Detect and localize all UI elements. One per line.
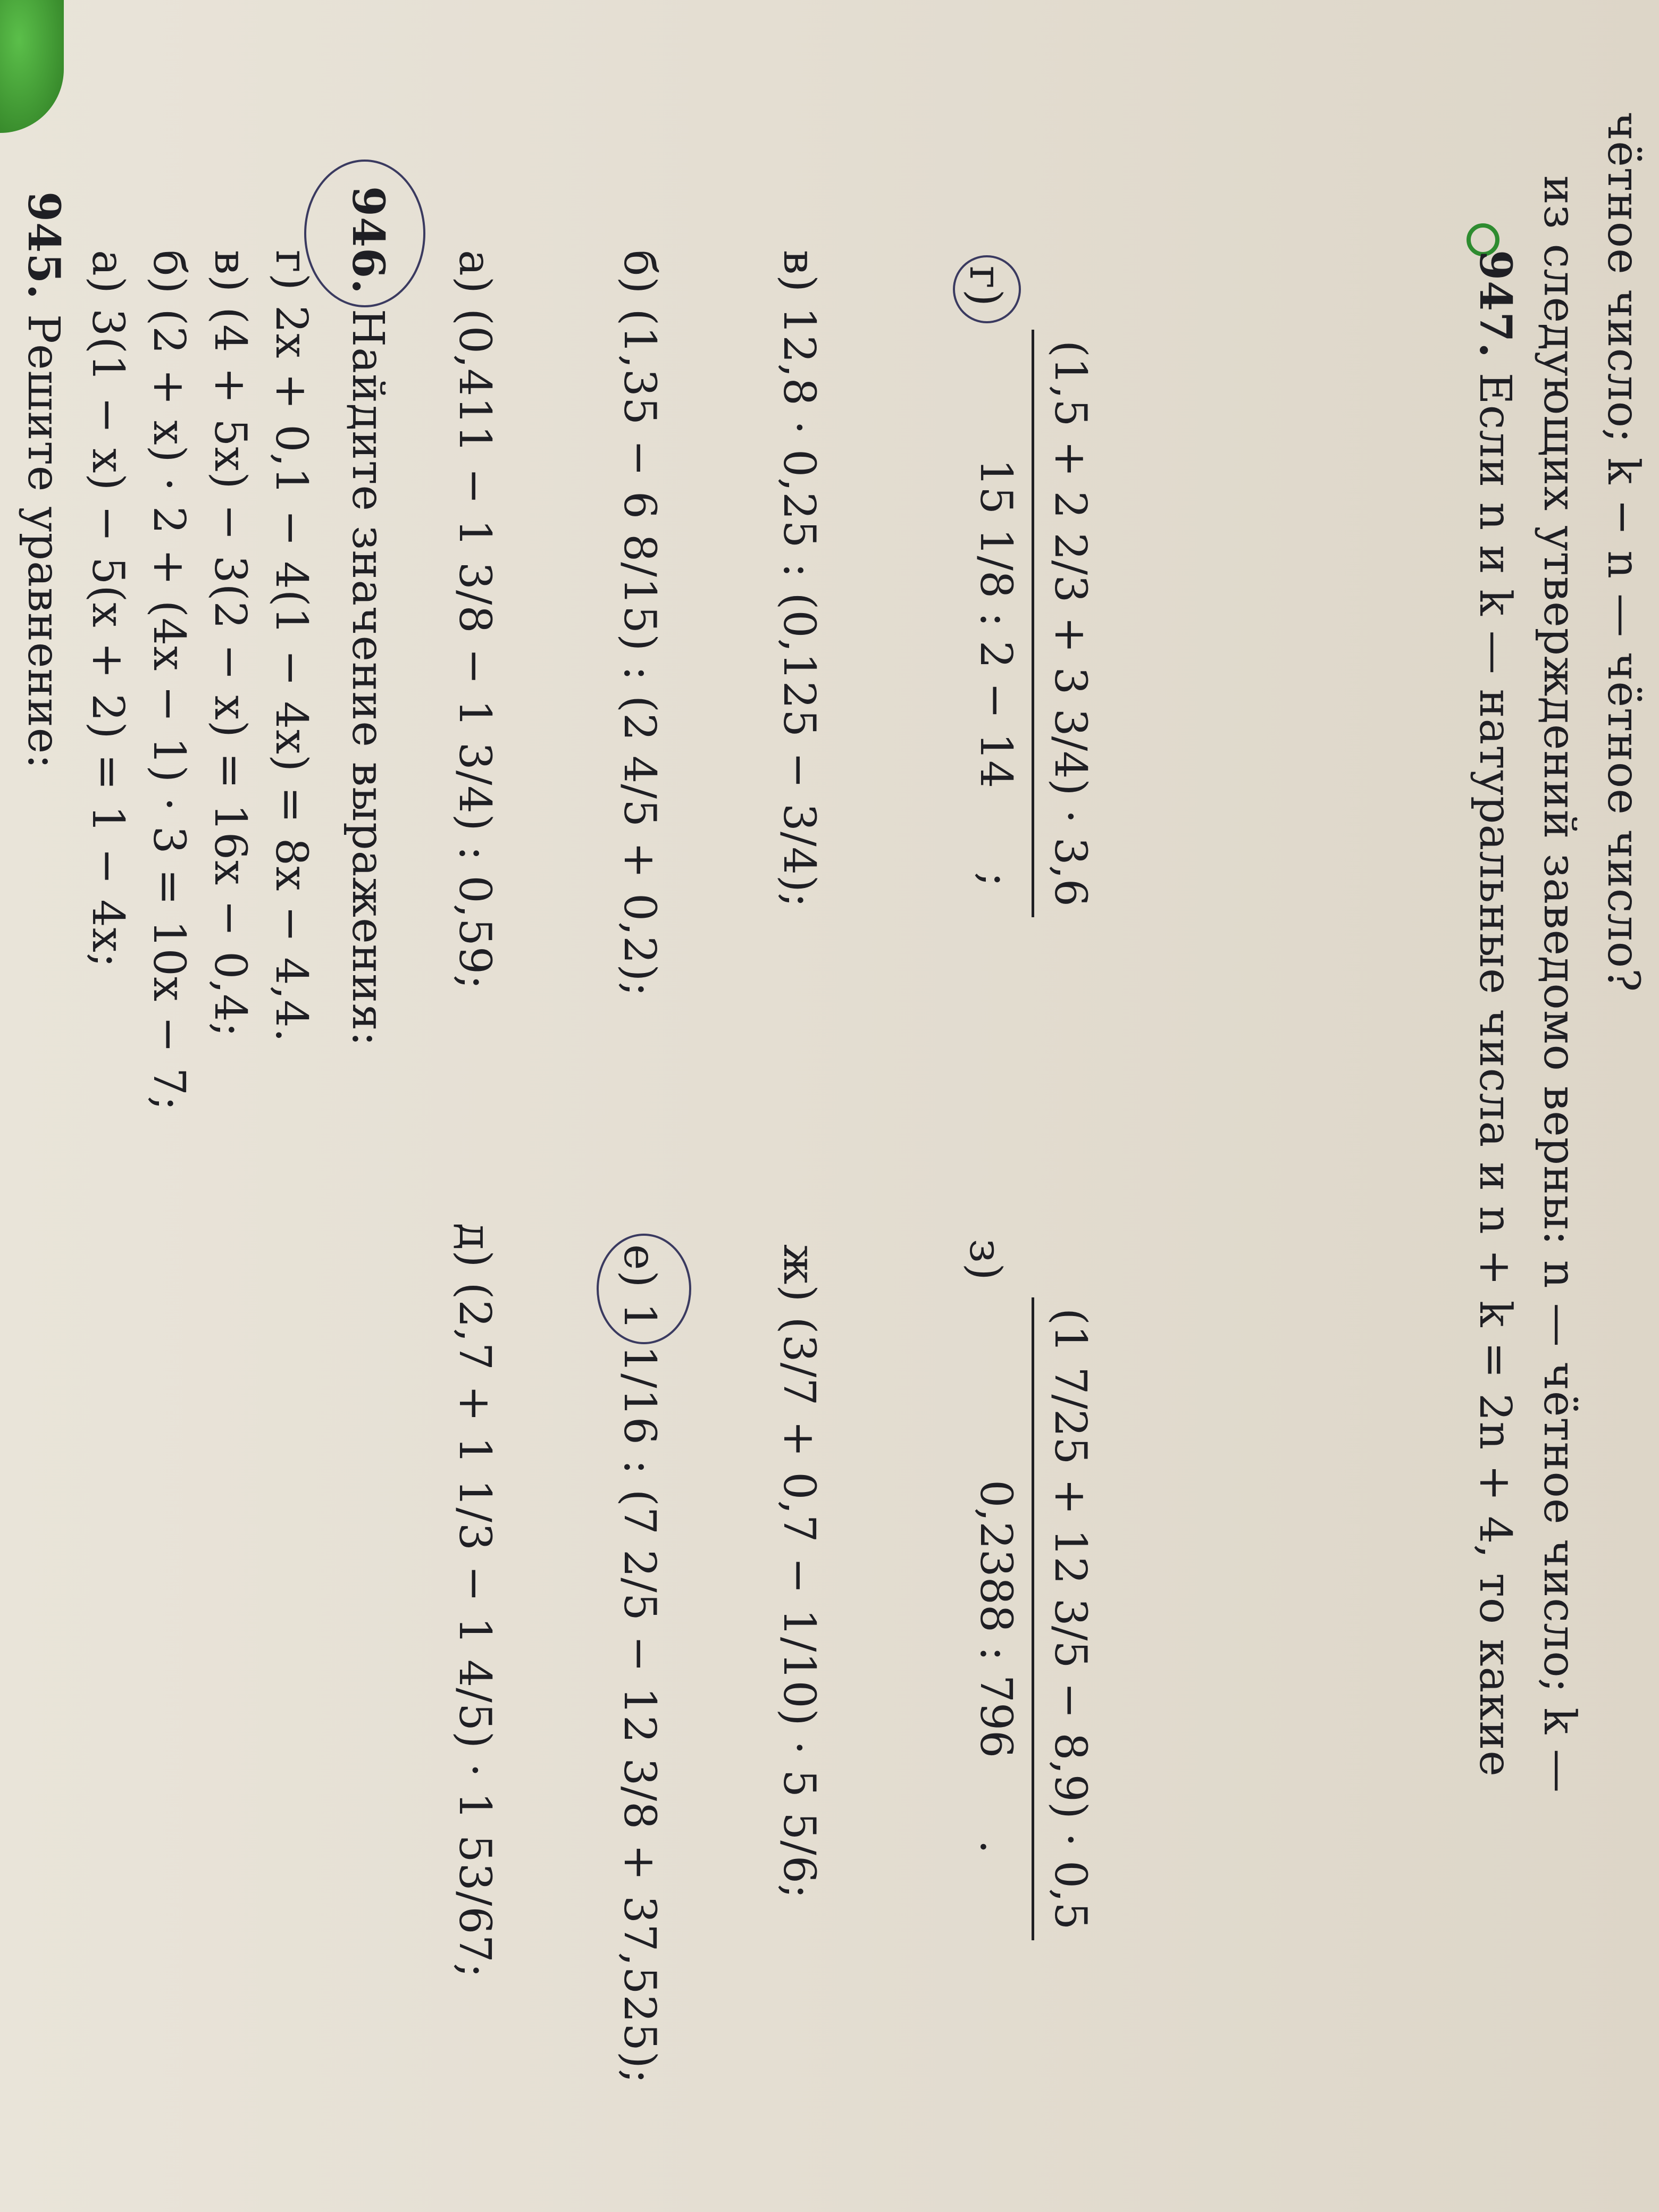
fraction-denominator: 0,2388 : 796 — [970, 1480, 1021, 1758]
problem-946-heading: 946. Найдите значение выражения: — [342, 186, 393, 1047]
problem-946-z-label: з) — [960, 1239, 1010, 1281]
problem-946-a: а) (0,411 − 1 3/8 − 1 3/4) : 0,59; — [449, 250, 500, 990]
problem-946-g-fraction — [970, 330, 1095, 917]
fraction-numerator: (1 7/25 + 12 3/5 − 8,9) · 0,5 — [1032, 1297, 1095, 1940]
problem-945-b: б) (2 + x) · 2 + (4x − 1) · 3 = 10x − 7; — [144, 250, 194, 1111]
problem-946-z-end: . — [970, 1840, 1021, 1855]
problem-946-d: д) (2,7 + 1 1/3 − 1 4/5) · 1 53/67; — [449, 1223, 500, 1979]
problem-947-line1: 947. Если n и k — натуральные числа и n + k = 2n + 4, то какие — [1470, 250, 1521, 1777]
problem-945-v: в) (4 + 5x) − 3(2 − x) = 16x − 0,4; — [205, 250, 255, 1038]
problem-946-zh: ж) (3/7 + 0,7 − 1/10) · 5 5/6; — [774, 1244, 824, 1899]
problem-946-v: в) 12,8 · 0,25 : (0,125 − 3/4); — [774, 250, 824, 908]
problem-946-g-end: ; — [970, 872, 1021, 887]
problem-945-g: г) 2x + 0,1 − 4(1 − 4x) = 8x − 4,4. — [266, 250, 316, 1043]
problem-945-a: а) 3(1 − x) − 5(x + 2) = 1 − 4x; — [82, 250, 133, 968]
problem-947-line3: чётное число; k − n — чётное число? — [1598, 112, 1648, 993]
problem-945-heading: 945. Решите уравнение: — [18, 191, 69, 769]
fraction-denominator: 15 1/8 : 2 − 14 — [970, 458, 1021, 789]
problem-946-g-label: г) — [960, 266, 1010, 307]
problem-946-e: е) 1 1/16 : (7 2/5 − 12 3/8 + 37,525); — [614, 1244, 665, 2084]
fraction-numerator: (1,5 + 2 2/3 + 3 3/4) · 3,6 — [1032, 330, 1095, 917]
problem-947-line2: из следующих утверждений заведомо верны: n — чётное число; k — — [1534, 175, 1585, 1794]
problem-946-b: б) (1,35 − 6 8/15) : (2 4/5 + 0,2); — [614, 250, 665, 998]
